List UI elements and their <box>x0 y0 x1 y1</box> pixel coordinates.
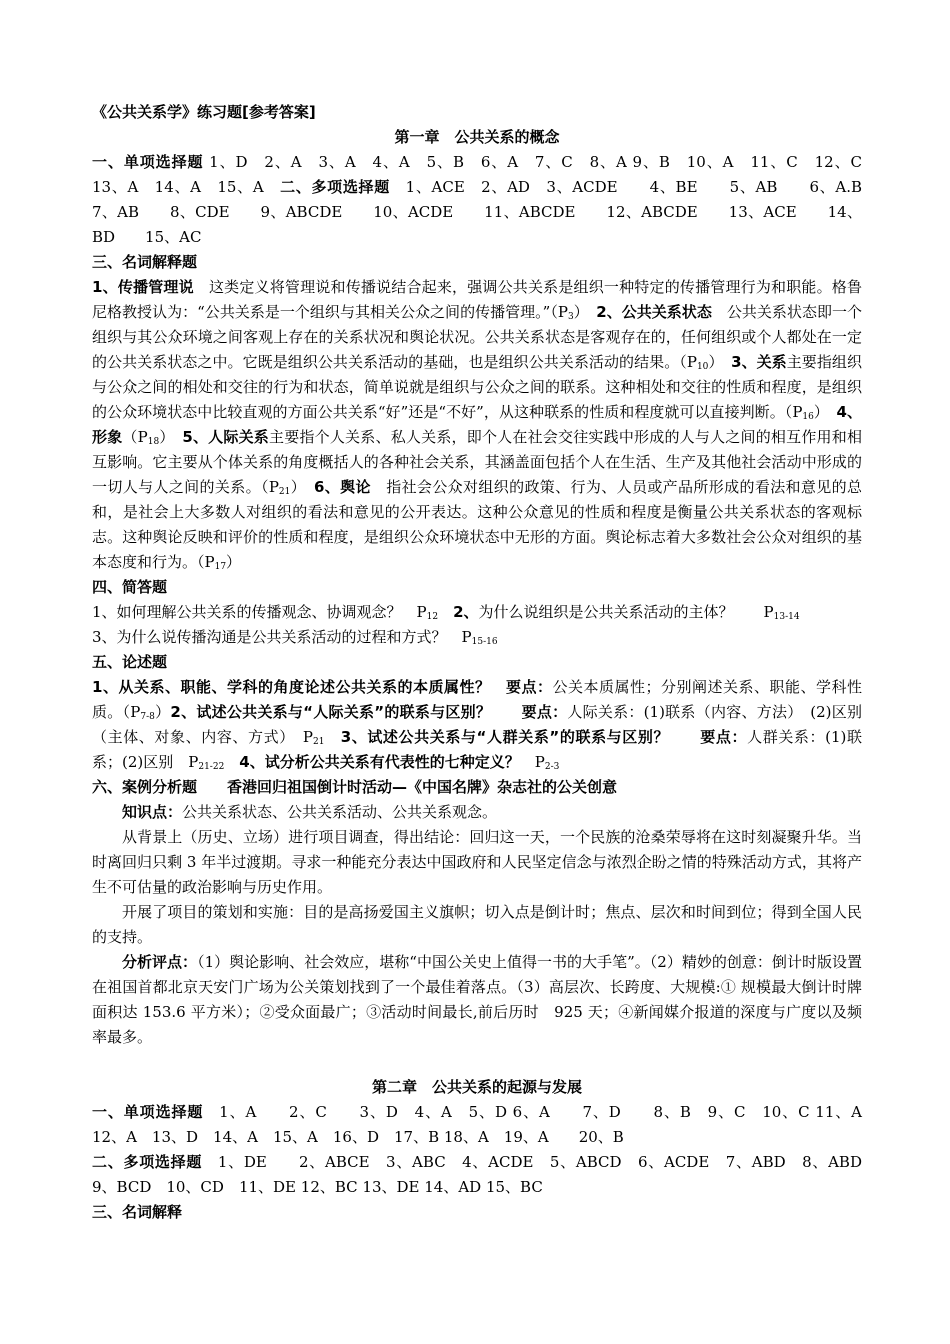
case-knowledge-points <box>92 800 862 825</box>
ch1-terms-heading: 三、名词解释题 <box>92 253 198 271</box>
document-page <box>92 100 878 1225</box>
term-4-page: 18 <box>147 437 160 447</box>
short-question-1: 1、如何理解公共关系的传播观念、协调观念？ P <box>92 603 427 621</box>
ch2-multi-choice <box>92 1150 862 1200</box>
essay-4-page: 2-3 <box>544 762 560 772</box>
term-4-text: （P <box>122 428 148 446</box>
ch2-single-choice-label: 一、单项选择题 <box>92 1103 204 1121</box>
case-analysis <box>92 950 862 1050</box>
essay-1-close: ） <box>154 703 171 721</box>
term-5-close: ） <box>290 478 299 496</box>
short-question-3-page: 15-16 <box>471 637 498 647</box>
ch2-multi-choice-label: 二、多项选择题 <box>92 1153 203 1171</box>
chapter-2-title: 第二章 公共关系的起源与发展 <box>371 1078 582 1096</box>
term-5-text: 主要指个人关系、私人关系，即个人在社会交往实践中形成的人与人之间的相互作用和相互影响。它主要从个体关系的角度概括人的各种社会关系，其涵盖面包括个人在生活、生产及其他社会活动中形成的一切人与人之间的关系。（P <box>92 428 862 496</box>
essay-1-label: 1、从关系、职能、学科的角度论述公共关系的本质属性？ 要点： <box>92 678 553 696</box>
term-2-close: ） <box>708 353 717 371</box>
analysis-label: 分析评点： <box>122 953 198 971</box>
short-question-2-page: 13-14 <box>773 612 800 622</box>
ch1-short-answer-heading: 四、简答题 <box>92 578 168 596</box>
ch2-single-choice <box>92 1100 878 1150</box>
term-2-page: 10 <box>696 362 709 372</box>
term-1-page: 3 <box>567 312 574 322</box>
short-question-3: 3、为什么说传播沟通是公共关系活动的过程和方式？ P <box>92 628 472 646</box>
essay-3-page: 21-22 <box>198 762 225 772</box>
essay-4-label: 4、试分析公共关系有代表性的七种定义？ <box>224 753 520 771</box>
ch1-multi-choice-label: 二、多项选择题 <box>280 178 390 196</box>
ch1-multi-choice-answers: 1、ACE 2、AD 3、ACDE 4、BE 5、AB 6、A.B 7、AB 8、CDE 9、ABCDE 10、ACDE 11、ABCDE 12、ABCDE 13、ACE 14、BD 15、AC <box>92 178 878 246</box>
ch1-single-choice-answers: 1、D 2、A 3、A 4、A 5、B 6、A 7、C 8、A 9、B 10、A 11、C 12、C 13、A 14、A 15、A <box>92 153 877 196</box>
short-question-2: 为什么说组织是公共关系活动的主体？ P <box>478 603 774 621</box>
term-4-label: 4、形象 <box>92 403 862 446</box>
ch1-single-choice-label: 一、单项选择题 <box>92 153 204 171</box>
ch2-single-choice-answers: 1、A 2、C 3、D 4、A 5、D 6、A 7、D 8、B 9、C 10、C 11、A 12、A 13、D 14、A 15、A 16、D 17、B 18、A 19、A 20、B <box>92 1103 878 1146</box>
term-5-label: 5、人际关系 <box>167 428 270 446</box>
term-1-text: 这类定义将管理说和传播说结合起来，强调公共关系是组织一种特定的传播管理行为和职能。格鲁尼格教授认为：“公共关系是一个组织与其相关公众之间的传播管理。”（P <box>92 278 862 321</box>
ch1-terms-paragraph <box>92 275 862 575</box>
term-6-close: ） <box>226 553 242 571</box>
short-question-1-page: 12 <box>426 612 439 622</box>
term-3-page: 16 <box>802 412 814 422</box>
term-5-page: 21 <box>278 487 291 497</box>
ch2-multi-choice-answers: 1、DE 2、ABCE 3、ABC 4、ACDE 5、ABCD 6、ACDE 7、ABD 8、ABD 9、BCD 10、CD 11、DE 12、BC 13、DE 14、AD 15、BC <box>92 1153 862 1196</box>
ch1-case-heading: 六、案例分析题 香港回归祖国倒计时活动—《中国名牌》杂志社的公关创意 <box>92 778 618 796</box>
term-6-label: 6、舆论 <box>298 478 371 496</box>
term-3-text: 主要指组织与公众之间的相处和交往的行为和状态，简单说就是组织与公众之间的联系。这种相处和交往的性质和程度，是组织的公众环境状态中比较直观的方面公共关系“好”还是“不好”，从这种联系的性质和程度就可以直接判断。（P <box>92 353 862 421</box>
knowledge-text: 公共关系状态、公共关系活动、公共关系观念。 <box>182 803 498 821</box>
term-3-close: ） <box>813 403 822 421</box>
case-paragraph-1: 从背景上（历史、立场）进行项目调查，得出结论：回归这一天，一个民族的沧桑荣辱将在这时刻凝聚升华。当时离回归只剩 3 年半过渡期。寻求一种能充分表达中国政府和人民坚定信念与浓烈企盼之情的特殊活动方式，其将产生不可估量的政治影响与历史作用。 <box>92 828 862 896</box>
essay-1-page: 7-8 <box>140 712 155 722</box>
chapter-1-title: 第一章 公共关系的概念 <box>394 128 560 146</box>
document-title: 《公共关系学》练习题[参考答案] <box>92 103 316 121</box>
case-paragraph-2: 开展了项目的策划和实施：目的是高扬爱国主义旗帜；切入点是倒计时；焦点、层次和时间到位；得到全国人民的支持。 <box>92 903 862 946</box>
ch1-essay-heading: 五、论述题 <box>92 653 168 671</box>
term-6-page: 17 <box>214 562 227 572</box>
ch2-terms-heading: 三、名词解释 <box>92 1203 183 1221</box>
ch1-essay-answers <box>92 675 862 775</box>
term-1-label: 1、传播管理说 <box>92 278 194 296</box>
term-2-label: 2、公共关系状态 <box>581 303 712 321</box>
essay-3-text: 人群关系：(1)联系；(2)区别 P <box>92 728 862 771</box>
essay-4-text: P <box>519 753 545 771</box>
analysis-text: （1）舆论影响、社会效应，堪称“中国公关史上值得一书的大手笔”。（2）精妙的创意：倒计时版设置在祖国首都北京天安门广场为公关策划找到了一个最佳着落点。（3）高层次、长跨度、大规模:① 规模最大倒计时牌面积达 153.6 平方米）；②受众面最广；③活动时间最长,前后历时 925 天；④新闻媒介报道的深度与广度以及频率最多。 <box>92 953 862 1046</box>
term-1-close: ） <box>573 303 582 321</box>
ch1-choice-answers <box>92 150 878 250</box>
term-6-text: 指社会公众对组织的政策、行为、人员或产品所形成的看法和意见的总和，是社会上大多数人对组织的看法和意见的公开表达。这种公众意见的性质和程度是衡量公共关系状态的客观标志。这种舆论反映和评价的性质和程度，是组织公众环境状态中无形的方面。舆论标志着大多数社会公众对组织的基本态度和行为。（P <box>92 478 862 571</box>
term-3-label: 3、关系 <box>716 353 787 371</box>
essay-3-label: 3、试述公共关系与“人群关系”的联系与区别？ 要点： <box>324 728 748 746</box>
essay-2-page: 21 <box>313 737 325 747</box>
essay-1-text: 公关本质属性；分别阐述关系、职能、学科性质。（P <box>92 678 862 721</box>
essay-2-text: 人际关系：(1)联系（内容、方法） (2)区别（主体、对象、内容、方式） P <box>92 703 862 746</box>
essay-2-label: 2、试述公共关系与“人际关系”的联系与区别？ 要点： <box>170 703 568 721</box>
chapter-spacer <box>92 1050 862 1075</box>
term-4-close: ） <box>159 428 168 446</box>
ch1-short-answers <box>92 600 862 650</box>
short-question-2-number: 2、 <box>438 603 479 621</box>
knowledge-label: 知识点： <box>122 803 183 821</box>
term-2-text: 公共关系状态即一个组织与其公众环境之间客观上存在的关系状况和舆论状况。公共关系状态是客观存在的，任何组织或个人都处在一定的公共关系状态之中。它既是组织公共关系活动的基础，也是组织公共关系活动的结果。（P <box>92 303 862 371</box>
